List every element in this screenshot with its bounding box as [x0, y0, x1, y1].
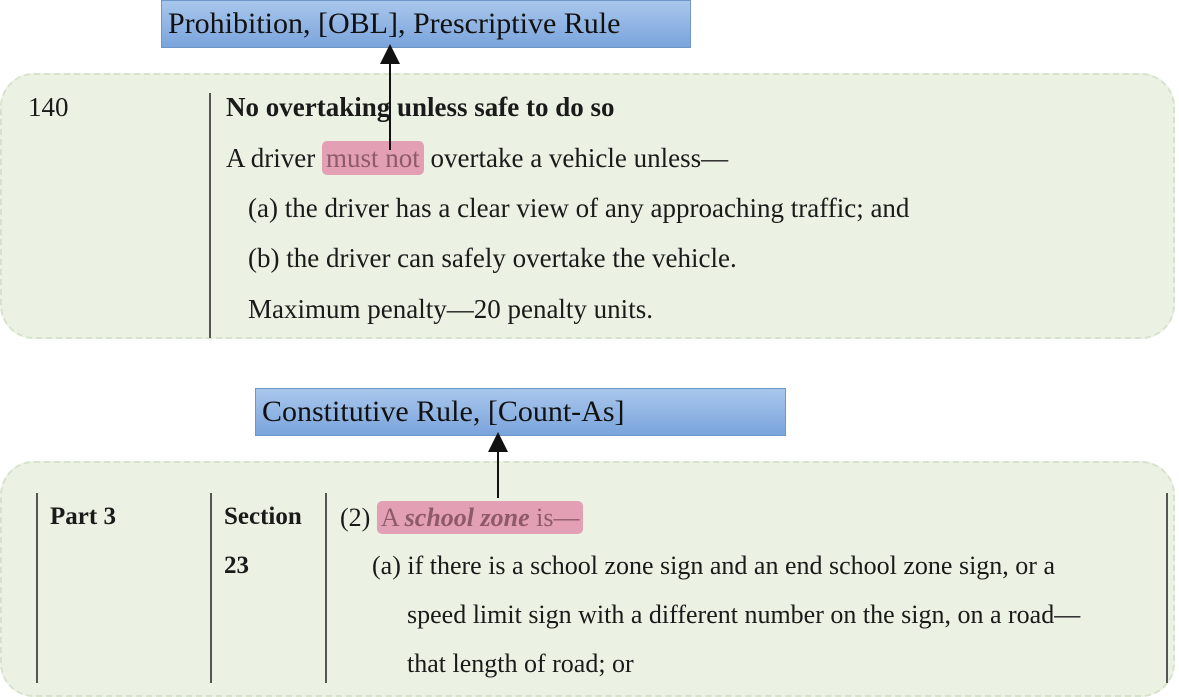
- defined-term: school zone: [404, 503, 530, 532]
- rule-text-prefix: A driver: [226, 143, 322, 173]
- label-text: Constitutive Rule, [Count-As]: [262, 395, 625, 428]
- label-text: Prohibition, [OBL], Prescriptive Rule: [168, 7, 621, 40]
- definition-suffix: is—: [529, 503, 580, 532]
- clause-number: (2): [340, 503, 377, 532]
- definition-item-a-line1: (a) if there is a school zone sign and an end school zone sign, or a: [372, 551, 1056, 580]
- part-label: Part 3: [50, 503, 116, 530]
- modal-highlight: must not: [322, 141, 424, 175]
- section-label: Section: [224, 503, 302, 530]
- rule-item-a: (a) the driver has a clear view of any approaching traffic; and: [248, 193, 910, 223]
- definition-item-a-line3: that length of road; or: [407, 649, 634, 678]
- rule-item-b: (b) the driver can safely overtake the vehicle.: [248, 243, 737, 273]
- section-number: 23: [224, 552, 249, 579]
- rule-number: 140: [28, 92, 69, 122]
- rule-penalty: Maximum penalty—20 penalty units.: [248, 294, 653, 324]
- rule-heading: No overtaking unless safe to do so: [226, 92, 615, 122]
- definition-prefix: A: [380, 503, 405, 532]
- rule-text-suffix: overtake a vehicle unless—: [423, 143, 729, 173]
- definition-item-a-line2: speed limit sign with a different number on the sign, on a road—: [407, 600, 1081, 629]
